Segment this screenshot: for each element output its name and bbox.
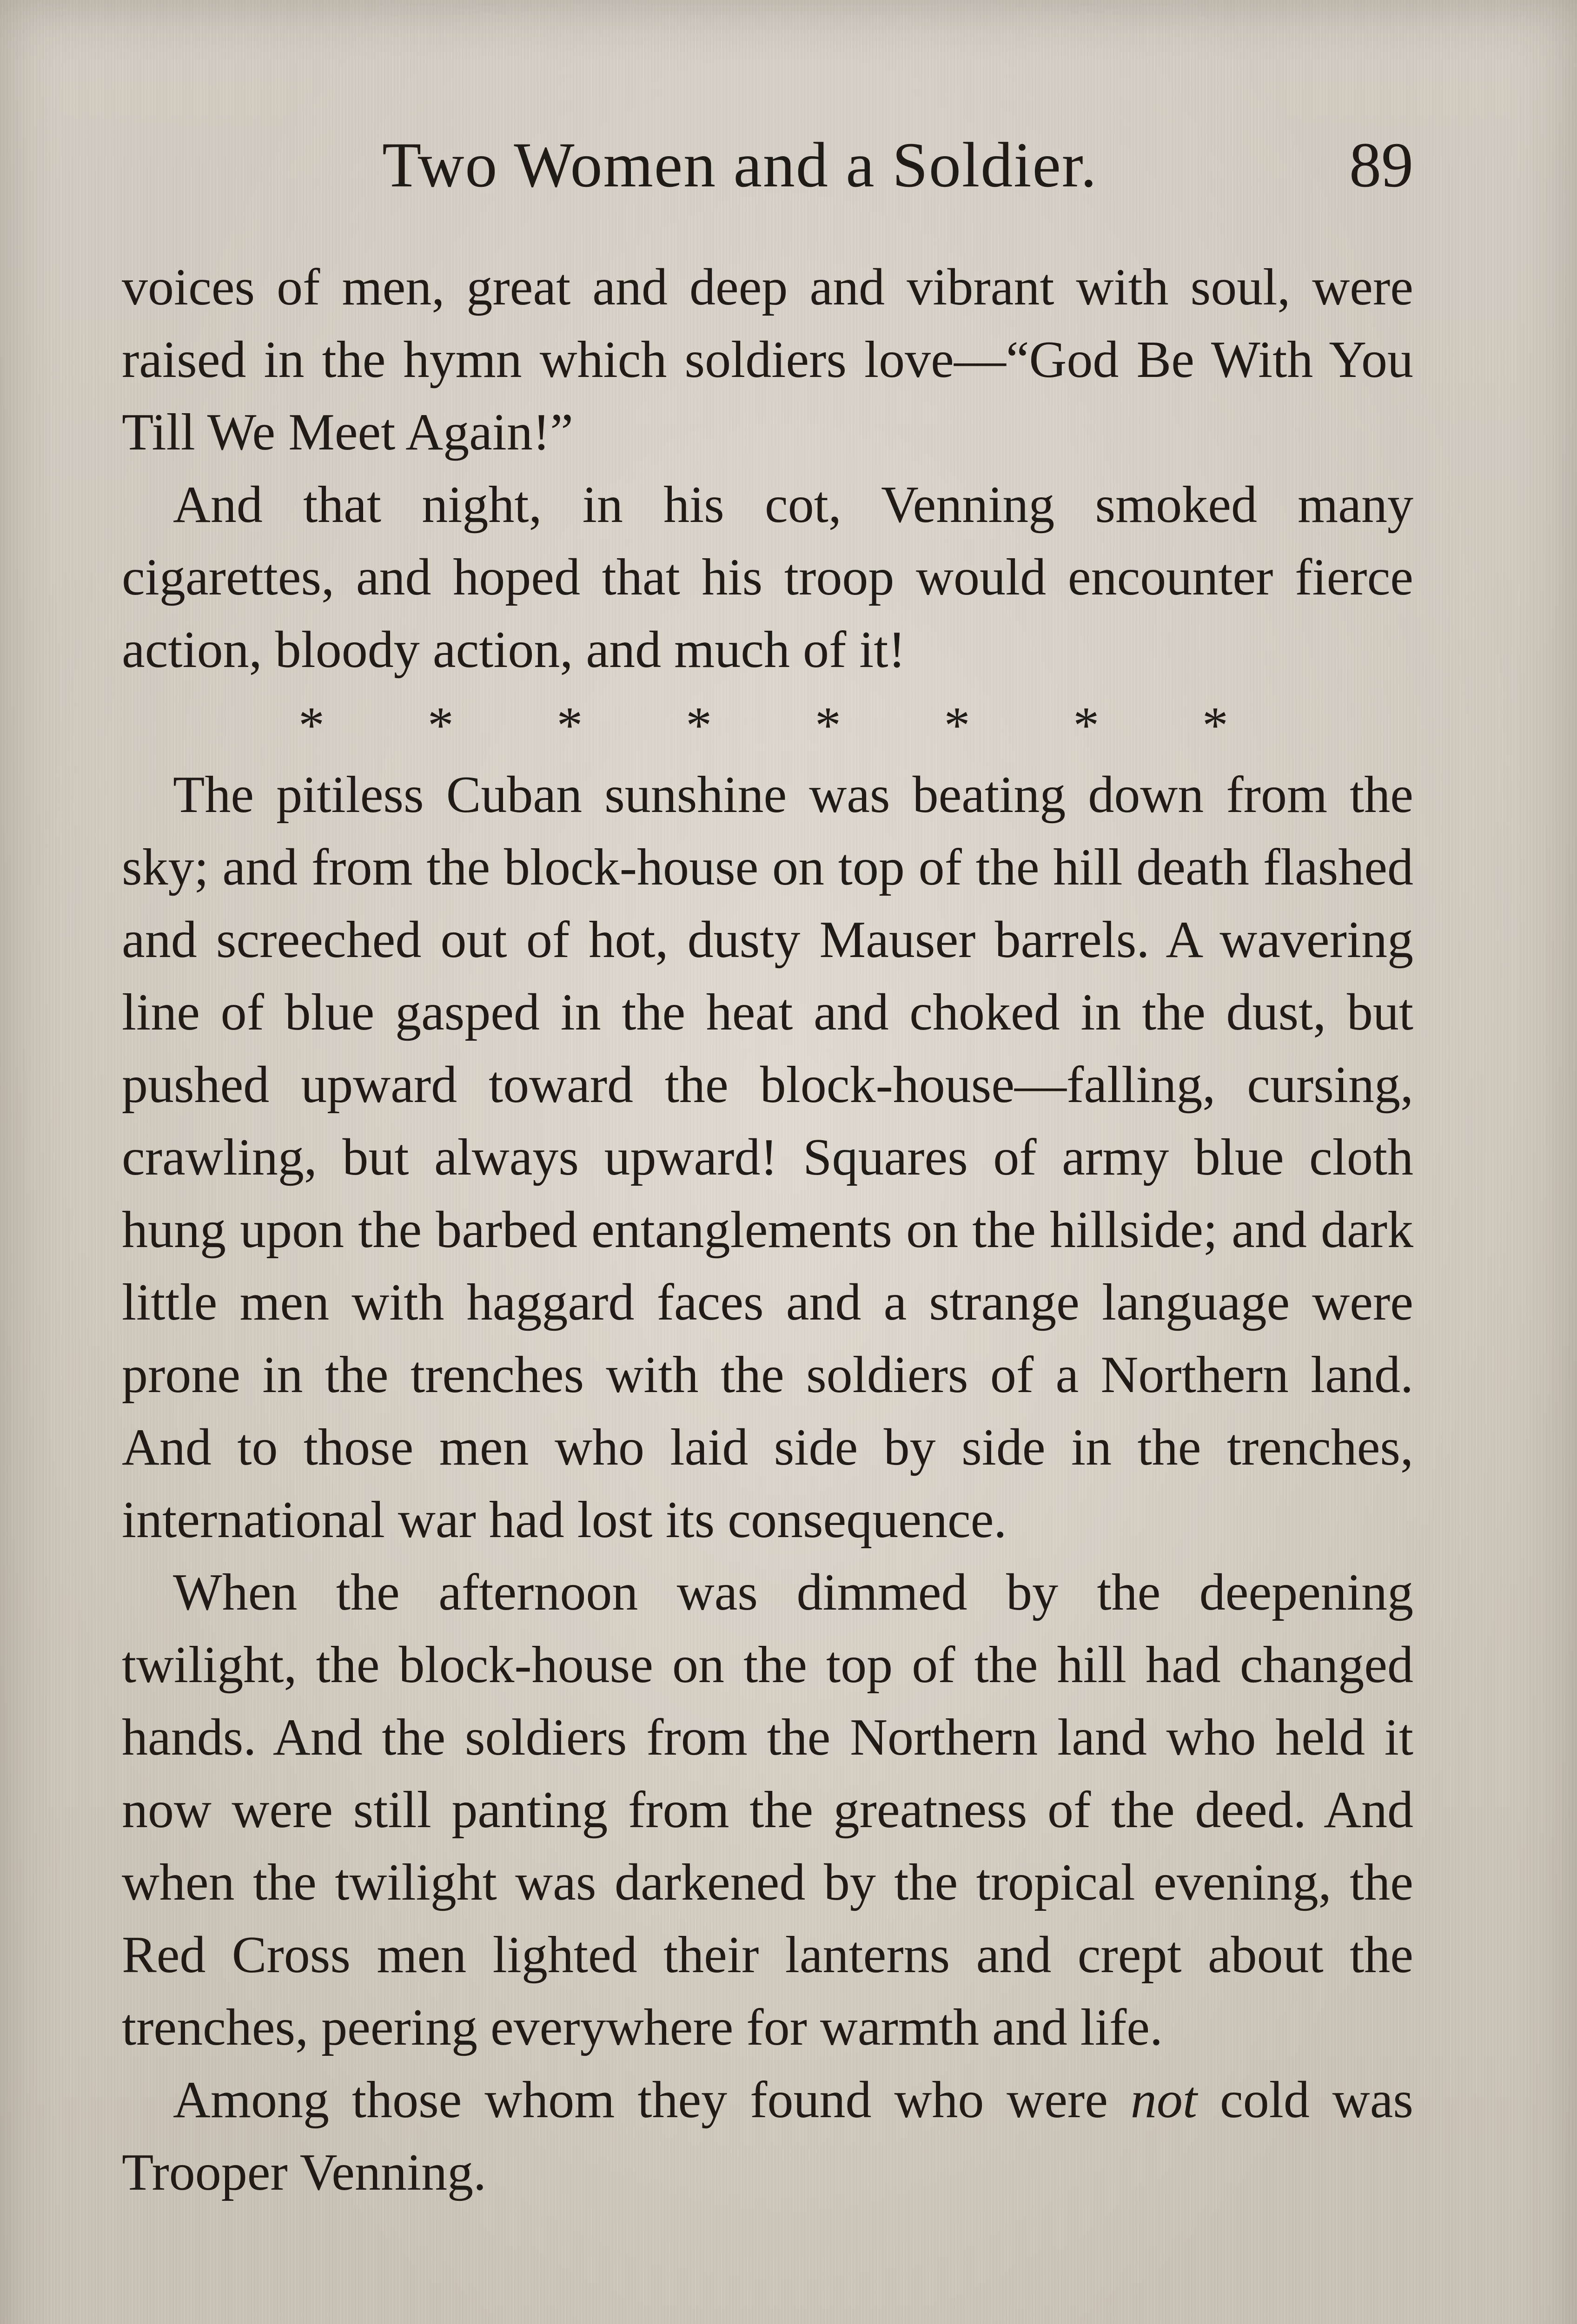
paragraph-trooper-venning	[122, 2064, 1413, 2209]
asterisk: *	[1073, 697, 1100, 754]
paragraph-text-end: cold was Trooper Venning.	[122, 2071, 1413, 2201]
paragraph-cuban-sunshine: The pitiless Cuban sunshine was beating down from the sky; and from the block-house on top of the hill death flashed and screeched out of hot, dusty Mauser barrels. A wavering line of blue gasped in the heat and choked in the dust, but pushed upward toward the block-house—falling, cursing, crawling, but always upward! Squares of army blue cloth hung upon the barbed entanglements on the hillside; and dark little men with haggard faces and a strange language were prone in the trenches with the soldiers of a Northern land. And to those men who laid side by side in the trenches, international war had lost its consequence.	[122, 766, 1413, 1549]
running-title: Two Women and a Soldier.	[382, 129, 1098, 200]
running-head	[122, 125, 1413, 205]
page-number: 89	[1349, 129, 1413, 200]
asterisk: *	[427, 697, 454, 754]
asterisk: *	[1202, 697, 1228, 754]
paragraph-continued: voices of men, great and deep and vibrant with soul, were raised in the hymn which soldiers love—“God Be With You Till We Meet Again!”	[122, 258, 1413, 461]
paragraph-afternoon-twilight: When the afternoon was dimmed by the deepening twilight, the block-house on the top of the hill had changed hands. And the soldiers from the Northern land who held it now were still panting from the greatness of the deed. And when the twilight was darkened by the tropical evening, the Red Cross men lighted their lanterns and crept about the trenches, peering everywhere for warmth and life.	[122, 1564, 1413, 2056]
asterisk: *	[557, 697, 583, 754]
asterisk: *	[815, 697, 841, 754]
asterisk: *	[944, 697, 970, 754]
body-text	[122, 251, 1413, 2209]
paragraph-text-start: Among those whom they found who were	[173, 2071, 1131, 2129]
section-break-asterisms	[298, 686, 1228, 759]
asterisk: *	[298, 697, 325, 754]
paragraph-venning-cot: And that night, in his cot, Venning smoked many cigarettes, and hoped that his troop would encounter fierce action, bloody action, and much of it!	[122, 476, 1413, 679]
asterisk: *	[686, 697, 712, 754]
emphasis-not: not	[1130, 2071, 1198, 2129]
